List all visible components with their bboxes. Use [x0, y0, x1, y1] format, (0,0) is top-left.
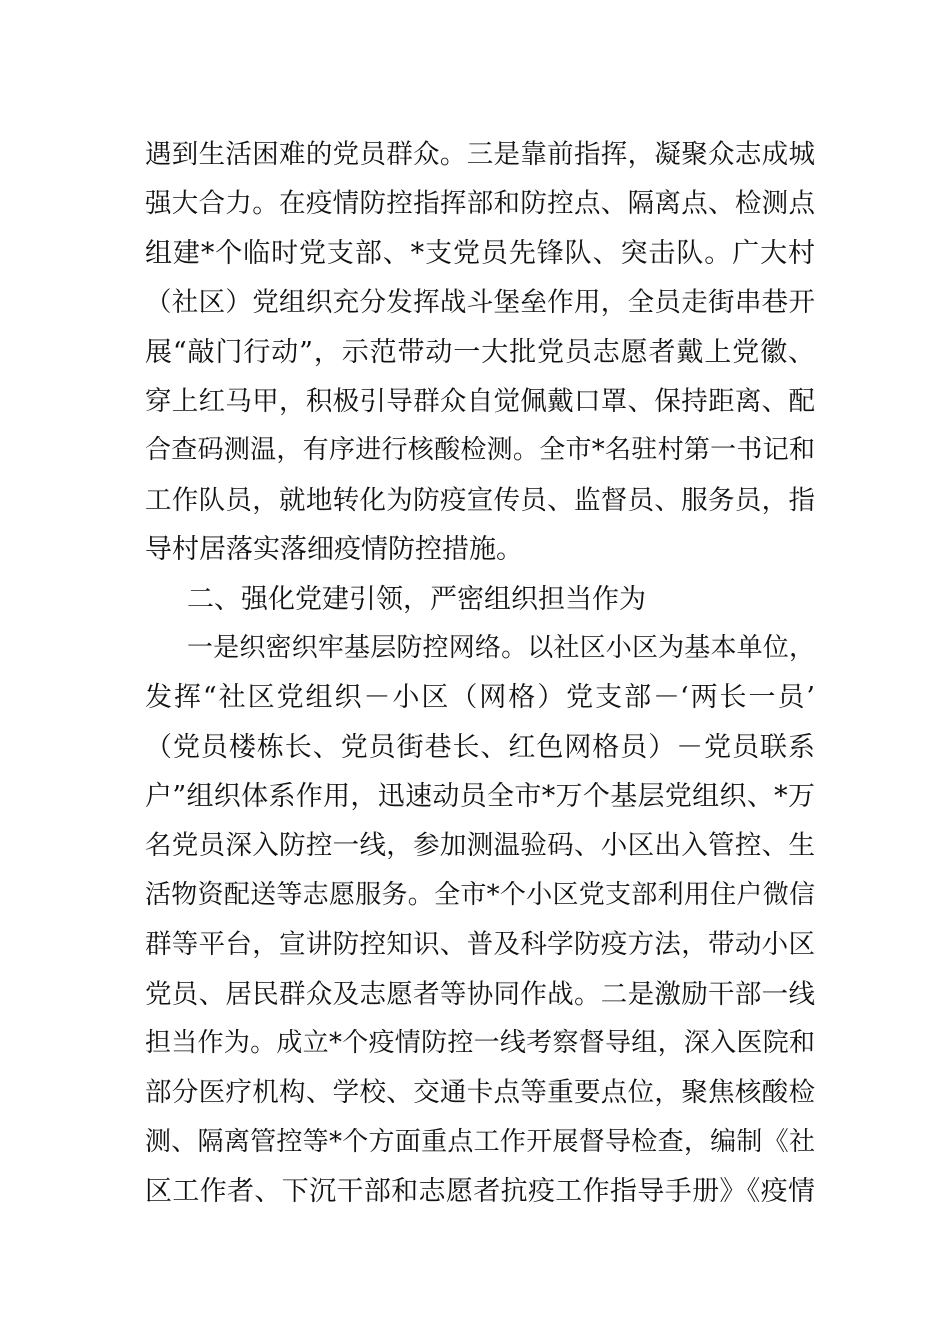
text-line: 发挥“社区党组织－小区（网格）党支部－‘两长一员’	[145, 682, 815, 714]
text-line: 工作队员，就地转化为防疫宣传员、监督员、服务员，指	[145, 484, 815, 516]
text-line: 区工作者、下沉干部和志愿者抗疫工作指导手册》《疫情	[145, 1176, 815, 1208]
text-line: 二、强化党建引领，严密组织担当作为	[187, 583, 646, 615]
text-line: 活物资配送等志愿服务。全市*个小区党支部利用住户微信	[145, 879, 815, 910]
text-line: （党员楼栋长、党员街巷长、红色网格员）－党员联系	[145, 731, 815, 763]
text-line: 名党员深入防控一线，参加测温验码、小区出入管控、生	[145, 830, 815, 862]
text-line: 导村居落实落细疫情防控措施。	[145, 534, 523, 566]
text-line: （社区）党组织充分发挥战斗堡垒作用，全员走街串巷开	[145, 287, 815, 319]
text-line: 党员、居民群众及志愿者等协同作战。二是激励干部一线	[145, 978, 815, 1010]
text-line: 组建*个临时党支部、*支党员先锋队、突击队。广大村	[145, 237, 815, 269]
text-line: 遇到生活困难的党员群众。三是靠前指挥，凝聚众志成城	[145, 139, 815, 170]
text-line: 测、隔离管控等*个方面重点工作开展督导检查，编制《社	[145, 1126, 815, 1157]
text-line: 户”组织体系作用，迅速动员全市*万个基层党组织、*万	[145, 781, 815, 813]
text-line: 部分医疗机构、学校、交通卡点等重要点位，聚焦核酸检	[145, 1077, 815, 1109]
text-line: 穿上红马甲，积极引导群众自觉佩戴口罩、保持距离、配	[145, 385, 815, 417]
document-body	[145, 130, 815, 1217]
text-line: 群等平台，宣讲防控知识、普及科学防疫方法，带动小区	[145, 929, 815, 961]
text-line: 担当作为。成立*个疫情防控一线考察督导组，深入医院和	[145, 1028, 815, 1059]
text-line: 一是织密织牢基层防控网络。以社区小区为基本单位，	[187, 632, 815, 663]
text-line: 强大合力。在疫情防控指挥部和防控点、隔离点、检测点	[145, 188, 815, 220]
text-line: 合查码测温，有序进行核酸检测。全市*名驻村第一书记和	[145, 435, 815, 466]
text-line: 展“敲门行动”，示范带动一大批党员志愿者戴上党徽、	[145, 336, 815, 368]
